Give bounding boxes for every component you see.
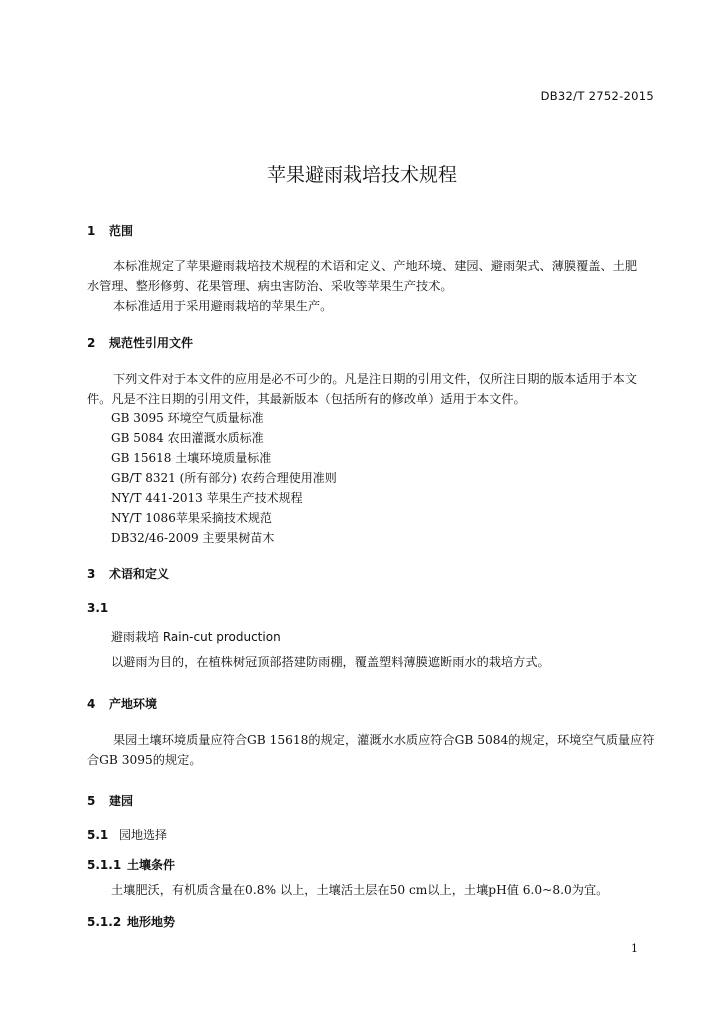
subsection-5-1-1-heading — [87, 856, 175, 873]
paragraph-line: 本标准规定了苹果避雨栽培技术规程的术语和定义、产地环境、建园、避雨架式、薄膜覆盖、土肥 — [113, 259, 638, 273]
section-4-body — [87, 730, 667, 770]
subsection-3-1-heading — [87, 601, 108, 615]
subsection-5-1-heading — [87, 826, 167, 843]
subsection-title: 园地选择 — [119, 828, 168, 842]
reference-item: NY/T 441-2013 苹果生产技术规程 — [111, 491, 303, 505]
paragraph-line: 果园土壤环境质量应符合GB 15618的规定，灌溉水水质应符合GB 5084的规定，环境空气质量应符 — [113, 733, 655, 747]
section-4-heading — [87, 695, 157, 712]
subsection-number: 5.1.2 — [87, 915, 122, 929]
section-2-intro — [87, 369, 667, 409]
section-number: 4 — [87, 697, 96, 711]
soil-conditions-text: 土壤肥沃，有机质含量在0.8% 以上，土壤活土层在50 cm以上，土壤pH值 6.0~8.0为宜。 — [111, 883, 609, 897]
section-title: 范围 — [109, 224, 134, 238]
paragraph-line: 水管理、整形修剪、花果管理、病虫害防治、采收等苹果生产技术。 — [87, 279, 453, 293]
document-title: 苹果避雨栽培技术规程 — [266, 164, 457, 186]
section-title: 规范性引用文件 — [109, 336, 194, 350]
paragraph-line: 件。凡是不注日期的引用文件，其最新版本（包括所有的修改单）适用于本文件。 — [87, 392, 526, 406]
reference-item: NY/T 1086苹果采摘技术规范 — [111, 511, 272, 525]
paragraph-line: 下列文件对于本文件的应用是必不可少的。凡是注日期的引用文件，仅所注日期的版本适用于本文 — [113, 372, 638, 386]
reference-item: GB 15618 土壤环境质量标准 — [111, 451, 272, 465]
section-number: 1 — [87, 224, 96, 238]
reference-item: GB 5084 农田灌溉水质标准 — [111, 431, 264, 445]
subsection-title: 地形地势 — [127, 915, 176, 929]
subsection-title: 土壤条件 — [127, 858, 176, 872]
section-number: 2 — [87, 336, 96, 350]
section-1-body — [87, 256, 667, 316]
section-3-heading — [87, 565, 169, 582]
section-2-heading — [87, 334, 193, 351]
subsection-number: 5.1.1 — [87, 858, 122, 872]
paragraph: 本标准适用于采用避雨栽培的苹果生产。 — [113, 299, 333, 313]
subsection-number: 5.1 — [87, 828, 109, 842]
paragraph-line: 合GB 3095的规定。 — [87, 753, 202, 767]
section-title: 术语和定义 — [109, 567, 170, 581]
reference-item: GB/T 8321 (所有部分) 农药合理使用准则 — [111, 471, 337, 485]
reference-item: GB 3095 环境空气质量标准 — [111, 411, 264, 425]
section-title: 产地环境 — [109, 697, 158, 711]
section-number: 5 — [87, 794, 96, 808]
section-1-heading — [87, 222, 133, 239]
reference-item: DB32/46-2009 主要果树苗木 — [111, 531, 275, 545]
section-number: 3 — [87, 567, 96, 581]
term-entry: 避雨栽培 Rain-cut production — [111, 630, 281, 644]
term-definition: 以避雨为目的，在植株树冠顶部搭建防雨棚，覆盖塑料薄膜遮断雨水的栽培方式。 — [111, 655, 550, 669]
subsection-5-1-2-heading — [87, 913, 175, 930]
document-code: DB32/T 2752-2015 — [540, 89, 654, 103]
section-title: 建园 — [109, 794, 134, 808]
subsection-number: 3.1 — [87, 601, 109, 615]
page-number: 1 — [631, 942, 638, 955]
section-5-heading — [87, 792, 133, 809]
